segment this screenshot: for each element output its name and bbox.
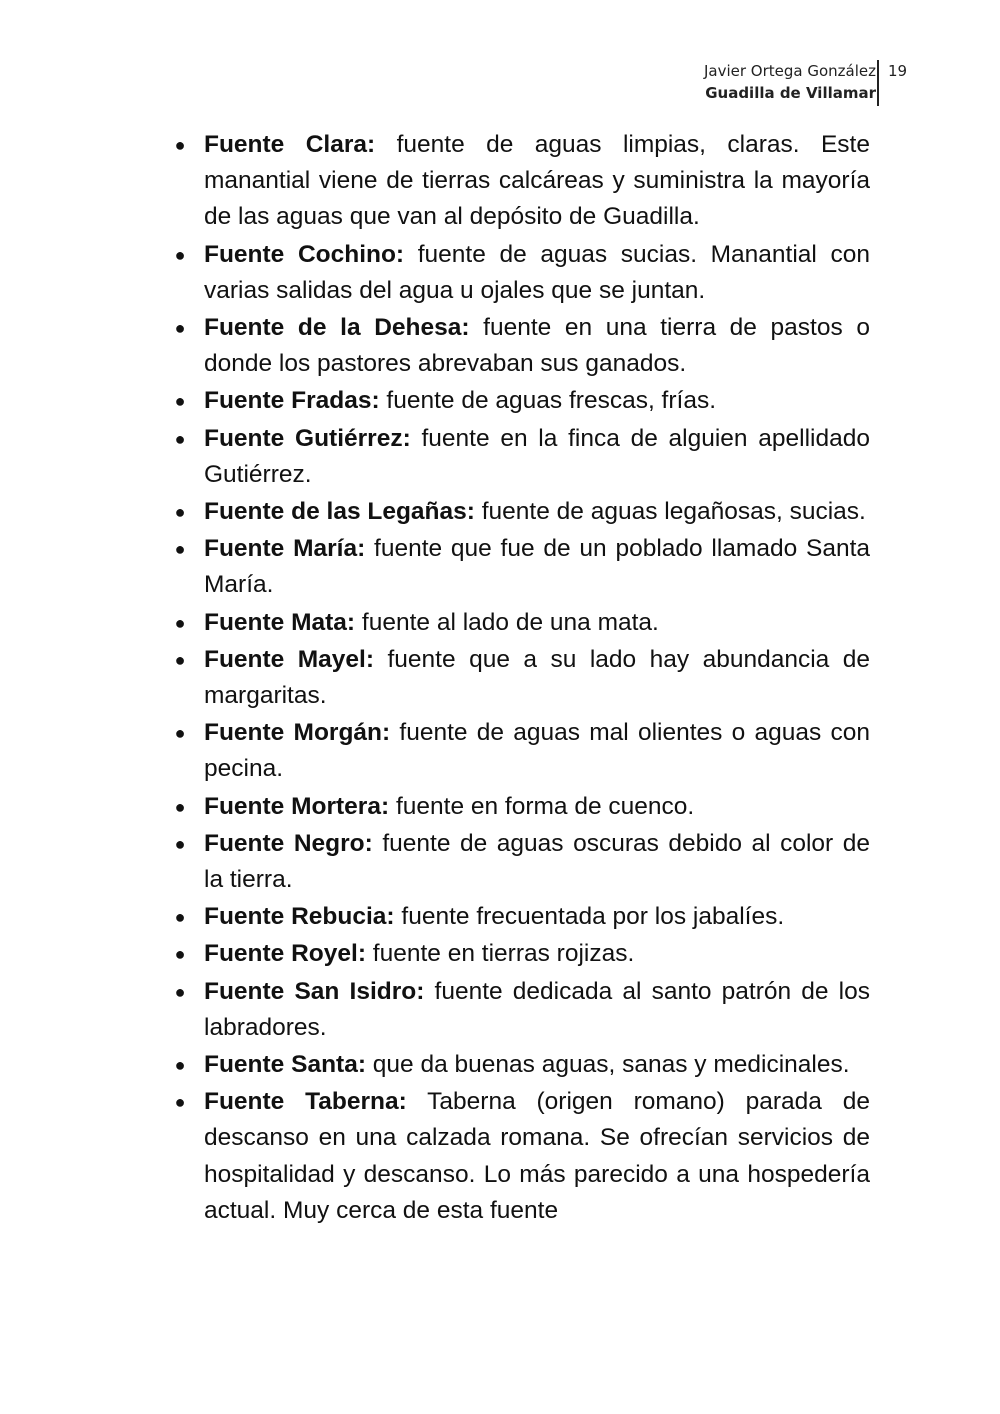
entry-term: Fuente Mayel: (204, 645, 375, 673)
entry-description: fuente de aguas frescas, frías. (379, 387, 717, 415)
entry-description: fuente que fue de un poblado llamado Santa María. (204, 535, 871, 599)
list-item (170, 1047, 870, 1083)
entry-term: Fuente María: (204, 535, 366, 563)
bullet-icon: ● (174, 539, 186, 560)
bullet-icon: ● (174, 723, 186, 744)
list-item (170, 974, 870, 1046)
list-item (170, 936, 870, 972)
entry-description: que da buenas aguas, sanas y medicinales. (366, 1051, 850, 1079)
header-place: Guadilla de Villamar (705, 84, 876, 102)
entry-term: Fuente Royel: (204, 940, 366, 968)
entry-description: fuente de aguas sucias. Manantial con varias salidas del agua u ojales que se juntan. (204, 240, 870, 304)
bullet-icon: ● (174, 1092, 186, 1113)
entry-term: Fuente Morgán: (204, 719, 391, 747)
bullet-icon: ● (174, 649, 186, 670)
bullet-icon: ● (174, 428, 186, 449)
bullet-icon: ● (174, 135, 186, 155)
list-item (170, 383, 870, 419)
entry-description: fuente en tierras rojizas. (366, 940, 635, 968)
entry-term: Fuente Taberna: (204, 1088, 407, 1116)
entry-term: Fuente de la Dehesa: (204, 314, 470, 342)
entry-description: fuente en la finca de alguien apellidado Gutiérrez. (204, 424, 870, 488)
entry-term: Fuente Mortera: (204, 792, 390, 820)
entry-description: Taberna (origen romano) parada de descanso en una calzada romana. Se ofrecían servicios de hospitalidad y descanso. Lo más parecido a una hospedería actual. Muy cerca de esta fuente (204, 1088, 870, 1224)
entry-description: fuente dedicada al santo patrón de los labradores. (204, 977, 870, 1041)
entry-description: fuente en una tierra de pastos o donde los pastores abrevaban sus ganados. (204, 314, 870, 378)
list-item (170, 789, 870, 825)
list-item (170, 715, 870, 787)
bullet-icon: ● (174, 1055, 186, 1076)
entry-description: fuente frecuentada por los jabalíes. (394, 903, 785, 931)
entry-term: Fuente Negro: (204, 829, 373, 857)
fountain-list (170, 127, 870, 1229)
bullet-icon: ● (174, 244, 186, 265)
entry-term: Fuente Santa: (204, 1051, 366, 1079)
entry-description: fuente de aguas legañosas, sucias. (474, 498, 866, 526)
list-item (170, 237, 870, 309)
entry-term: Fuente San Isidro: (204, 977, 425, 1005)
entry-term: Fuente Mata: (204, 608, 356, 636)
list-item (170, 899, 870, 935)
entry-description: fuente al lado de una mata. (355, 608, 659, 636)
entry-description: fuente de aguas oscuras debido al color de la tierra. (204, 829, 871, 894)
bullet-icon: ● (174, 833, 186, 854)
page-body (170, 127, 870, 1230)
list-item (170, 826, 870, 898)
entry-term: Fuente Fradas: (204, 387, 380, 415)
entry-term: Fuente Rebucia: (204, 903, 395, 931)
list-item (170, 310, 870, 382)
list-item (170, 531, 870, 603)
entry-description: fuente de aguas mal olientes o aguas con pecina. (204, 719, 870, 783)
list-item (170, 494, 870, 530)
header-divider (877, 60, 879, 106)
bullet-icon: ● (174, 502, 186, 523)
list-item (170, 1084, 870, 1229)
entry-term: Fuente Gutiérrez: (204, 424, 411, 452)
page-number: 19 (888, 62, 908, 80)
header-text-block (704, 60, 876, 104)
bullet-icon: ● (174, 981, 186, 1002)
header-author: Javier Ortega González (703, 62, 876, 80)
entry-term: Fuente de las Legañas: (204, 498, 475, 526)
entry-description: fuente que a su lado hay abundancia de margaritas. (204, 645, 870, 710)
list-item (170, 642, 870, 714)
bullet-icon: ● (174, 612, 186, 633)
list-item (170, 421, 870, 493)
bullet-icon: ● (174, 796, 186, 817)
bullet-icon: ● (174, 907, 186, 928)
entry-term: Fuente Clara: (204, 131, 376, 158)
list-item (170, 127, 870, 236)
entry-term: Fuente Cochino: (204, 240, 405, 268)
bullet-icon: ● (174, 318, 186, 339)
entry-description: fuente de aguas limpias, claras. Este manantial viene de tierras calcáreas y suministra la mayoría de las aguas que van al depósito de Guadilla. (204, 131, 870, 231)
bullet-icon: ● (174, 944, 186, 965)
page-header (0, 60, 1000, 110)
entry-description: fuente en forma de cuenco. (389, 792, 695, 820)
list-item (170, 605, 870, 641)
bullet-icon: ● (174, 391, 186, 412)
